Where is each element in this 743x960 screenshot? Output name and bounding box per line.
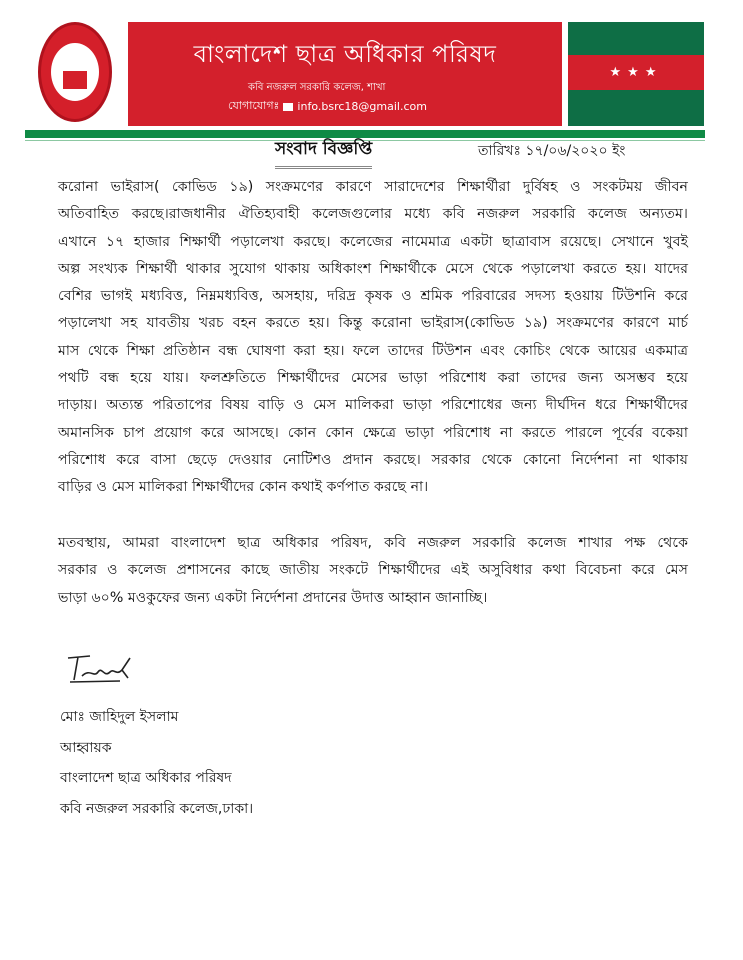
paragraph-line: অমানসিক চাপ প্রয়োগ করে আসছে। কোন কোন ক্ষেত্রে ভাড়া পরিশোধ না করতে পারলে পূর্বের বকেয়া <box>58 424 688 441</box>
email-icon <box>283 103 293 111</box>
signature <box>60 648 140 688</box>
branch-name: কবি নজরুল সরকারি কলেজ, শাখা <box>248 82 386 93</box>
paragraph-line: পথটি বন্ধ হয়ে যায়। ফলশ্রুতিতে শিক্ষার্থীদের মেসের ভাড়া পরিশোধ করা তাদের জন্য অসম্ভব হয়ে <box>58 370 688 387</box>
book-pen-emblem-icon <box>51 43 99 101</box>
email-address: info.bsrc18@gmail.com <box>297 100 427 113</box>
paragraph-line: ভাড়া ৬০% মওকুফের জন্য একটা নির্দেশনা প্রদানের উদাত্ত আহ্বান জানাচ্ছি। <box>58 589 488 606</box>
org-name: বাংলাদেশ ছাত্র অধিকার পরিষদ <box>193 40 497 68</box>
document-date: তারিখঃ ১৭/০৬/২০২০ ইং <box>478 143 626 159</box>
paragraph-line: বাড়ির ও মেস মালিকরা শিক্ষার্থীদের কোন কথাই কর্ণপাত করছে না। <box>58 479 429 496</box>
signatory-org: বাংলাদেশ ছাত্র অধিকার পরিষদ <box>60 770 232 786</box>
stars-icon: ★★★ <box>568 55 704 90</box>
contact-label: যোগাযোগঃ <box>228 99 280 112</box>
signature-block <box>60 702 253 824</box>
body-paragraph-2 <box>58 530 688 612</box>
organization-logo <box>38 22 112 122</box>
paragraph-line: অল্প সংখ্যক শিক্ষার্থী থাকার সুযোগ থাকায় অধিকাংশ শিক্ষার্থীকে মেসে থেকে পড়ালেখা করতে হয়। যাদের <box>58 260 688 277</box>
signatory-college: কবি নজরুল সরকারি কলেজ,ঢাকা। <box>60 800 254 817</box>
document-title: সংবাদ বিজ্ঞপ্তি <box>275 136 372 169</box>
flag-graphic <box>568 22 704 126</box>
body-paragraph-1 <box>58 174 688 502</box>
signatory-role: আহ্বায়ক <box>60 739 112 756</box>
paragraph-line: অতিবাহিত করছে।রাজধানীর ঐতিহ্যবাহী কলেজগুলোর মধ্যে কবি নজরুল সরকারি কলেজ অন্যতম। <box>58 206 688 223</box>
paragraph-line: এখানে ১৭ হাজার শিক্ষার্থী পড়ালেখা করছে। কলেজের নামেমাত্র একটা ছাত্রাবাস রয়েছে। সেখানে খুবই <box>58 233 688 250</box>
paragraph-line: সরকার ও কলেজ প্রশাসনের কাছে জাতীয় সংকটে শিক্ষার্থীদের এই অসুবিধার কথা বিবেচনা করে মেস <box>58 562 688 579</box>
paragraph-line: দাড়ায়। অত্যন্ত পরিতাপের বিষয় বাড়ি ও মেস মালিকরা ভাড়া পরিশোধের জন্য দীর্ঘদিন ধরে শিক্ষার্থীদের <box>58 397 688 414</box>
paragraph-line: মতবস্থায়, আমরা বাংলাদেশ ছাত্র অধিকার পরিষদ, কবি নজরুল সরকারি কলেজ শাখার পক্ষ থেকে <box>58 535 688 551</box>
signatory-name: মোঃ জাহিদুল ইসলাম <box>60 709 179 725</box>
paragraph-line: করোনা ভাইরাস( কোভিড ১৯) সংক্রমণের কারণে সারাদেশের শিক্ষার্থীরা দুর্বিষহ ও সংকটময় জীবন <box>58 179 688 195</box>
paragraph-line: পরিশোধ করে বাসা ছেড়ে দেওয়ার নোটিশও প্রদান করছে। সরকার থেকে কোনো নির্দেশনা না থাকায় <box>58 451 688 468</box>
paragraph-line: মাস থেকে শিক্ষা প্রতিষ্ঠান বন্ধ ঘোষণা করা হয়। ফলে তাদের টিউশন এবং কোচিং থেকে আয়ের একমাত্র <box>58 342 688 359</box>
header-banner <box>128 22 562 126</box>
paragraph-line: পড়ালেখা সহ যাবতীয় খরচ বহন করতে হয়। কিন্তু করোনা ভাইরাস(কোভিড ১৯) সংক্রমণের কারণে মার্চ <box>58 315 688 332</box>
paragraph-line: বেশির ভাগই মধ্যবিত্ত, নিম্নমধ্যবিত্ত, অসহায়, দরিদ্র কৃষক ও শ্রমিক পরিবারের সদস্য হওয়ায় টিউশনি করে <box>58 288 688 305</box>
contact-line <box>228 97 427 116</box>
